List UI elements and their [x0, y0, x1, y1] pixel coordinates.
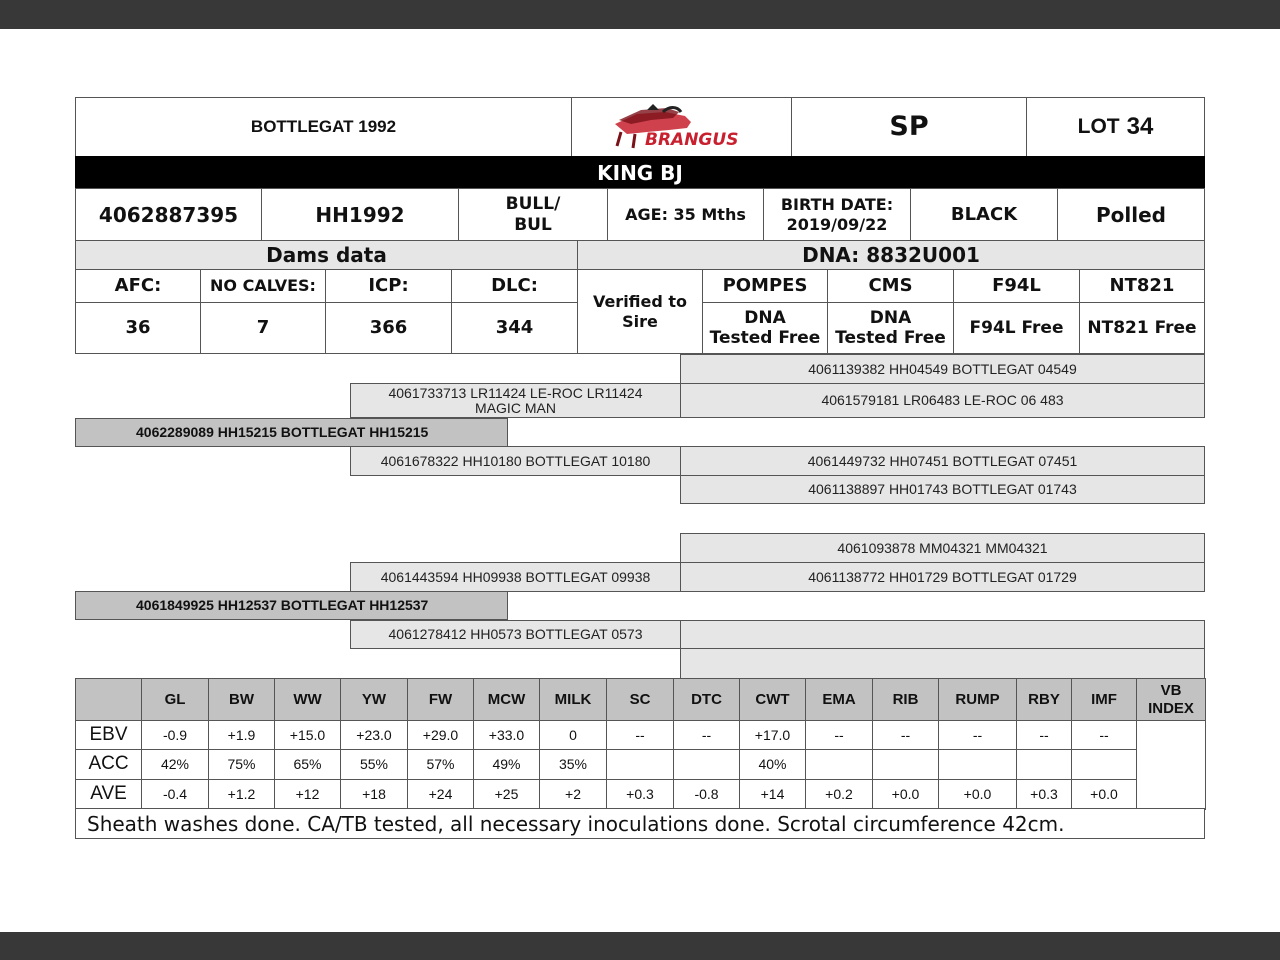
bv-row-label-acc: ACC — [75, 749, 142, 780]
bv-cell-ebv-rib: -- — [872, 720, 939, 750]
bv-row-label-ebv: EBV — [75, 720, 142, 750]
no-calves-value: 7 — [200, 302, 326, 354]
bv-header-rib: RIB — [872, 678, 939, 721]
pedigree-sire-dam-sire: 4061449732 HH07451 BOTTLEGAT 07451 — [680, 446, 1205, 476]
no-calves-label: NO CALVES: — [200, 269, 326, 303]
brangus-logo — [571, 97, 792, 157]
herd-name: BOTTLEGAT 1992 — [75, 97, 572, 157]
bv-cell-ebv-ww: +15.0 — [274, 720, 341, 750]
horn-status: Polled — [1057, 188, 1205, 241]
dna-title: DNA: 8832U001 — [577, 240, 1205, 270]
bv-cell-acc-fw: 57% — [407, 749, 474, 780]
comments-note: Sheath washes done. CA/TB tested, all necessary inoculations done. Scrotal circumference 42cm. — [75, 808, 1205, 839]
bv-cell-ebv-rump: -- — [938, 720, 1017, 750]
bv-cell-ave-fw: +24 — [407, 779, 474, 810]
bv-cell-ave-ww: +12 — [274, 779, 341, 810]
bv-header-fw: FW — [407, 678, 474, 721]
bv-header-bw: BW — [208, 678, 275, 721]
bv-cell-ebv-dtc: -- — [673, 720, 740, 750]
bv-cell-ave-mcw: +25 — [473, 779, 540, 810]
bv-cell-acc-mcw: 49% — [473, 749, 540, 780]
pedigree-dam: 4061849925 HH12537 BOTTLEGAT HH12537 — [75, 591, 508, 620]
bv-cell-ave-milk: +2 — [539, 779, 607, 810]
pedigree-sire-sire-sire: 4061139382 HH04549 BOTTLEGAT 04549 — [680, 354, 1205, 384]
pompes-result: DNA Tested Free — [702, 302, 828, 354]
bv-header-mcw: MCW — [473, 678, 540, 721]
pedigree-dam-sire-dam: 4061138772 HH01729 BOTTLEGAT 01729 — [680, 562, 1205, 592]
animal-id: 4062887395 — [75, 188, 262, 241]
pedigree-sire-dam: 4061678322 HH10180 BOTTLEGAT 10180 — [350, 446, 681, 476]
lot-number: 34 — [1126, 112, 1154, 140]
bv-cell-acc-ema — [805, 749, 873, 780]
f94l-label: F94L — [953, 269, 1080, 303]
bv-header-cwt: CWT — [739, 678, 806, 721]
bv-header-gl: GL — [141, 678, 209, 721]
animal-sex: BULL/ BUL — [458, 188, 608, 241]
bv-cell-ave-dtc: -0.8 — [673, 779, 740, 810]
bv-header-milk: MILK — [539, 678, 607, 721]
pedigree-dam-sire: 4061443594 HH09938 BOTTLEGAT 09938 — [350, 562, 681, 592]
bv-cell-ebv-cwt: +17.0 — [739, 720, 806, 750]
bv-corner-cell — [75, 678, 142, 721]
bv-cell-ebv-gl: -0.9 — [141, 720, 209, 750]
dams-data-title: Dams data — [75, 240, 578, 270]
pedigree-dam-dam-dam — [680, 648, 1205, 679]
bv-cell-ebv-rby: -- — [1016, 720, 1072, 750]
bv-cell-acc-gl: 42% — [141, 749, 209, 780]
animal-age: AGE: 35 Mths — [607, 188, 764, 241]
bv-header-imf: IMF — [1071, 678, 1137, 721]
bv-cell-ebv-milk: 0 — [539, 720, 607, 750]
afc-label: AFC: — [75, 269, 201, 303]
bv-cell-acc-rump — [938, 749, 1017, 780]
nt821-label: NT821 — [1079, 269, 1205, 303]
bv-header-vb-index: VB INDEX — [1136, 678, 1206, 721]
colour: BLACK — [910, 188, 1058, 241]
bv-cell-ave-sc: +0.3 — [606, 779, 674, 810]
bv-header-sc: SC — [606, 678, 674, 721]
bv-cell-acc-ww: 65% — [274, 749, 341, 780]
bv-cell-acc-bw: 75% — [208, 749, 275, 780]
bv-header-dtc: DTC — [673, 678, 740, 721]
svg-text:BRANGUS: BRANGUS — [644, 130, 738, 150]
bv-cell-ave-imf: +0.0 — [1071, 779, 1137, 810]
pedigree-sire-sire: 4061733713 LR11424 LE-ROC LR11424 MAGIC MAN — [350, 383, 681, 418]
bv-cell-ebv-yw: +23.0 — [340, 720, 408, 750]
pedigree-sire-sire-dam: 4061579181 LR06483 LE-ROC 06 483 — [680, 383, 1205, 418]
bv-cell-ebv-fw: +29.0 — [407, 720, 474, 750]
icp-value: 366 — [325, 302, 452, 354]
verified-to-sire: Verified to Sire — [577, 269, 703, 354]
herd-id: HH1992 — [261, 188, 459, 241]
bv-header-ww: WW — [274, 678, 341, 721]
bv-cell-ave-cwt: +14 — [739, 779, 806, 810]
bv-header-yw: YW — [340, 678, 408, 721]
bv-cell-ebv-sc: -- — [606, 720, 674, 750]
bv-cell-ave-rib: +0.0 — [872, 779, 939, 810]
lot-prefix: LOT — [1077, 115, 1120, 139]
bv-cell-acc-rib — [872, 749, 939, 780]
bottom-frame-band — [0, 932, 1280, 960]
bv-row-label-ave: AVE — [75, 779, 142, 810]
bv-cell-ave-gl: -0.4 — [141, 779, 209, 810]
bv-cell-ave-rump: +0.0 — [938, 779, 1017, 810]
bv-vb-index-value — [1136, 720, 1206, 810]
bv-cell-ebv-ema: -- — [805, 720, 873, 750]
pedigree-dam-dam-sire — [680, 620, 1205, 649]
top-frame-band — [0, 0, 1280, 29]
bv-cell-ave-yw: +18 — [340, 779, 408, 810]
bv-cell-ave-bw: +1.2 — [208, 779, 275, 810]
lot-label — [1026, 97, 1205, 157]
bv-cell-acc-yw: 55% — [340, 749, 408, 780]
icp-label: ICP: — [325, 269, 452, 303]
pompes-label: POMPES — [702, 269, 828, 303]
bv-cell-acc-rby — [1016, 749, 1072, 780]
afc-value: 36 — [75, 302, 201, 354]
cms-label: CMS — [827, 269, 954, 303]
bv-cell-ebv-bw: +1.9 — [208, 720, 275, 750]
brangus-logo-icon — [607, 102, 757, 152]
bv-header-rby: RBY — [1016, 678, 1072, 721]
pedigree-sire-dam-dam: 4061138897 HH01743 BOTTLEGAT 01743 — [680, 475, 1205, 504]
bv-header-rump: RUMP — [938, 678, 1017, 721]
pedigree-dam-sire-sire: 4061093878 MM04321 MM04321 — [680, 533, 1205, 563]
bv-cell-acc-cwt: 40% — [739, 749, 806, 780]
pedigree-dam-dam: 4061278412 HH0573 BOTTLEGAT 0573 — [350, 620, 681, 649]
animal-name-bar: KING BJ — [75, 156, 1205, 189]
bv-cell-ave-rby: +0.3 — [1016, 779, 1072, 810]
bv-cell-ebv-mcw: +33.0 — [473, 720, 540, 750]
bv-cell-acc-milk: 35% — [539, 749, 607, 780]
bv-cell-acc-imf — [1071, 749, 1137, 780]
cms-result: DNA Tested Free — [827, 302, 954, 354]
bv-header-ema: EMA — [805, 678, 873, 721]
bv-cell-ebv-imf: -- — [1071, 720, 1137, 750]
registration-code: SP — [791, 97, 1027, 157]
bv-cell-acc-dtc — [673, 749, 740, 780]
dlc-value: 344 — [451, 302, 578, 354]
bv-cell-acc-sc — [606, 749, 674, 780]
birth-date: BIRTH DATE: 2019/09/22 — [763, 188, 911, 241]
pedigree-sire: 4062289089 HH15215 BOTTLEGAT HH15215 — [75, 418, 508, 447]
bv-cell-ave-ema: +0.2 — [805, 779, 873, 810]
nt821-result: NT821 Free — [1079, 302, 1205, 354]
f94l-result: F94L Free — [953, 302, 1080, 354]
dlc-label: DLC: — [451, 269, 578, 303]
